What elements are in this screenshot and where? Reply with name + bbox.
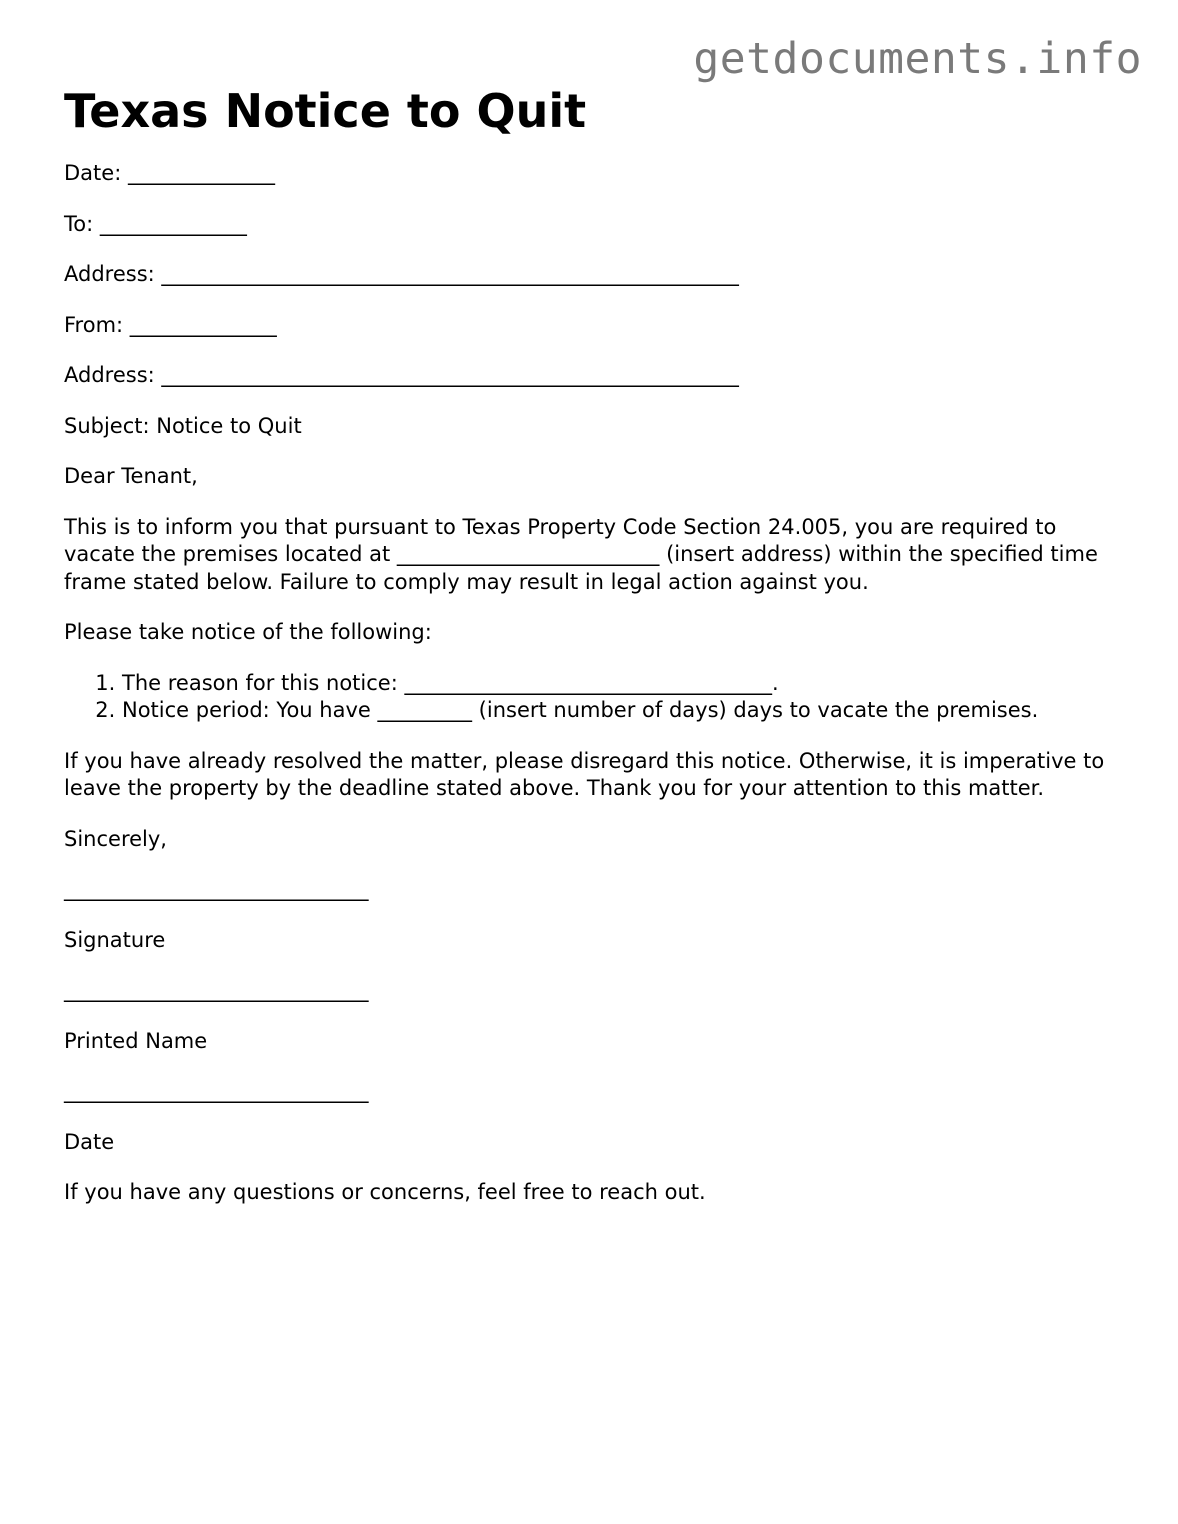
to-field: To: ______________	[64, 211, 247, 236]
subject-line: Subject: Notice to Quit	[64, 413, 302, 438]
list-item-notice-period: 2. Notice period: You have _________ (insert number of days) days to vacate the premises.	[122, 697, 1124, 725]
document-title: Texas Notice to Quit	[64, 84, 587, 138]
closing-paragraph: If you have already resolved the matter, please disregard this notice. Otherwise, it is imperative to leave the property by the deadline stated above. Thank you for your attention to this matter.	[64, 748, 1105, 800]
date-label: Date	[64, 1129, 115, 1154]
signature-line: _____________________________	[64, 877, 369, 901]
sender-address-field: Address: _______________________________________________________	[64, 363, 739, 387]
notice-list	[64, 670, 1124, 725]
recipient-address-field: Address: _______________________________________________________	[64, 262, 739, 286]
list-intro: Please take notice of the following:	[64, 620, 432, 644]
from-field: From: ______________	[64, 312, 277, 337]
watermark-text: getdocuments.info	[693, 34, 1142, 84]
sign-off: Sincerely,	[64, 826, 167, 851]
document-page	[64, 84, 1124, 1230]
list-item-reason: 1. The reason for this notice: ___________________________________.	[122, 670, 1124, 698]
body-paragraph: This is to inform you that pursuant to Texas Property Code Section 24.005, you are required to vacate the premises located at _________________________ (insert address) within the specified time frame stated below. Failure to comply may result in legal action against you.	[64, 514, 1098, 594]
footer-text: If you have any questions or concerns, feel free to reach out.	[64, 1180, 706, 1204]
signature-label: Signature	[64, 927, 166, 952]
printed-name-line: _____________________________	[64, 978, 369, 1002]
date-field: Date: ______________	[64, 161, 275, 185]
date-signature-line: _____________________________	[64, 1079, 369, 1103]
salutation: Dear Tenant,	[64, 464, 198, 488]
printed-name-label: Printed Name	[64, 1028, 208, 1053]
